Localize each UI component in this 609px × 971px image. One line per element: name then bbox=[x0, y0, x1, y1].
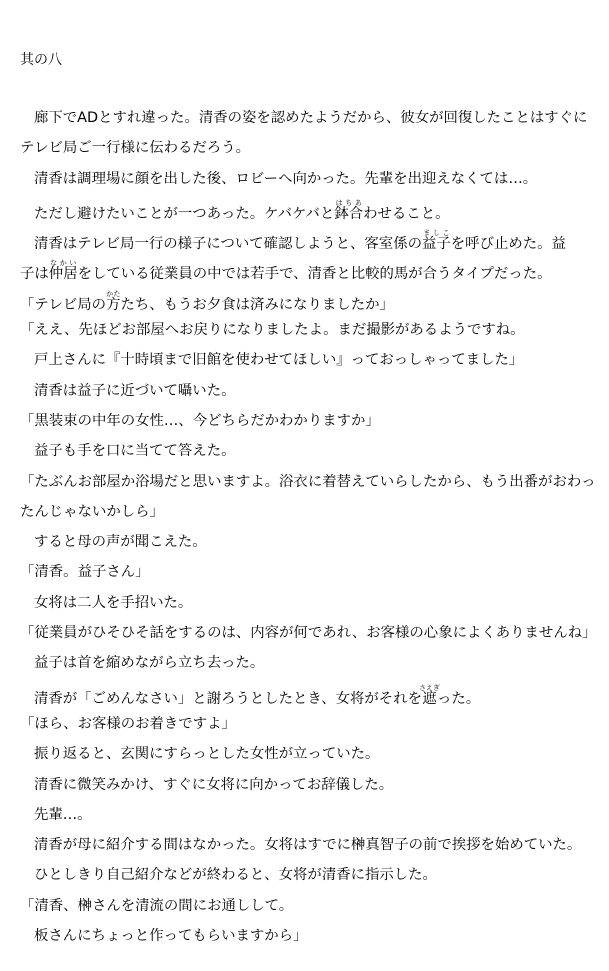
text-line: 清香は益子に近づいて囁いた。 bbox=[34, 382, 236, 399]
text-line: 先輩…。 bbox=[34, 806, 92, 823]
text-line: 清香が「ごめんなさい」と謝ろうとしたとき、女将がそれを遮さえぎった。 bbox=[34, 683, 481, 707]
furigana-reading: さえぎ bbox=[418, 683, 440, 692]
text-line: 清香はテレビ局一行の様子について確認しようと、客室係の益子ましこを呼び止めた。益 bbox=[34, 229, 566, 253]
body-text bbox=[20, 108, 595, 956]
furigana-ruby: 遮さえぎ bbox=[418, 683, 440, 707]
text-line: 女将は二人を手招いた。 bbox=[34, 594, 193, 611]
text-line: 「たぶんお部屋か浴場だと思いますよ。浴衣に着替えていらしたから、もう出番がおわっ bbox=[20, 473, 596, 490]
text-line: すると母の声が聞こえた。 bbox=[34, 534, 207, 551]
text-line: 益子は首を縮めながら立ち去った。 bbox=[34, 655, 265, 672]
text-line: 「テレビ局の方かたたち、もうお夕食は済みになりましたか」 bbox=[20, 289, 394, 313]
furigana-ruby: 方かた bbox=[106, 289, 121, 313]
furigana-reading: はちあ bbox=[334, 198, 364, 207]
furigana-ruby: 益子ましこ bbox=[421, 229, 451, 253]
text-line: テレビ局ご一行様に伝わるだろう。 bbox=[20, 140, 250, 157]
furigana-reading: ましこ bbox=[421, 229, 451, 238]
text-line: 「ええ、先ほどお部屋へお戻りになりましたよ。まだ撮影があるようですね。 bbox=[20, 322, 525, 339]
text-line: 「黒装束の中年の女性…、今どちらだかわかりますか」 bbox=[20, 412, 380, 429]
text-line: 「従業員がひそひそ話をするのは、内容が何であれ、お客様の心象によくありませんね」 bbox=[20, 625, 597, 642]
text-line: ただし避けたいことが一つあった。ケバケバと鉢合はちあわせること。 bbox=[34, 198, 450, 222]
furigana-ruby: 仲居なかい bbox=[48, 259, 78, 283]
text-line: 「清香。益子さん」 bbox=[20, 564, 150, 581]
furigana-reading: なかい bbox=[48, 259, 78, 268]
chapter-heading: 其の八 bbox=[20, 52, 62, 68]
text-line: 清香は調理場に顔を出した後、ロビーへ向かった。先輩を出迎えなくては…。 bbox=[34, 170, 538, 187]
furigana-ruby: 鉢合はちあ bbox=[334, 198, 364, 222]
text-line: 廊下でADとすれ違った。清香の姿を認めたようだから、彼女が回復したことはすぐに bbox=[34, 110, 588, 126]
text-line: 板さんにちょっと作ってもらいますから」 bbox=[34, 928, 308, 945]
text-line: 戸上さんに『十時頃まで旧館を使わせてほしい』っておっしゃってました」 bbox=[34, 352, 524, 369]
text-line: 子は仲居なかいをしている従業員の中では若手で、清香と比較的馬が合うタイプだった。 bbox=[20, 259, 552, 283]
text-line: 振り返ると、玄関にすらっとした女性が立っていた。 bbox=[34, 746, 380, 763]
text-line: 清香が母に紹介する間はなかった。女将はすでに榊真智子の前で挨拶を始めていた。 bbox=[34, 837, 582, 854]
text-line: 「清香、榊さんを清流の間にお通しして。 bbox=[20, 897, 294, 914]
text-line: 益子も手を口に当てて答えた。 bbox=[34, 443, 236, 460]
text-line: たんじゃないかしら」 bbox=[20, 503, 164, 520]
furigana-reading: かた bbox=[106, 289, 121, 298]
text-line: 清香に微笑みかけ、すぐに女将に向かってお辞儀した。 bbox=[34, 776, 394, 793]
text-line: 「ほら、お客様のお着きですよ」 bbox=[20, 715, 236, 732]
text-line: ひとしきり自己紹介などが終わると、女将が清香に指示した。 bbox=[34, 867, 437, 884]
